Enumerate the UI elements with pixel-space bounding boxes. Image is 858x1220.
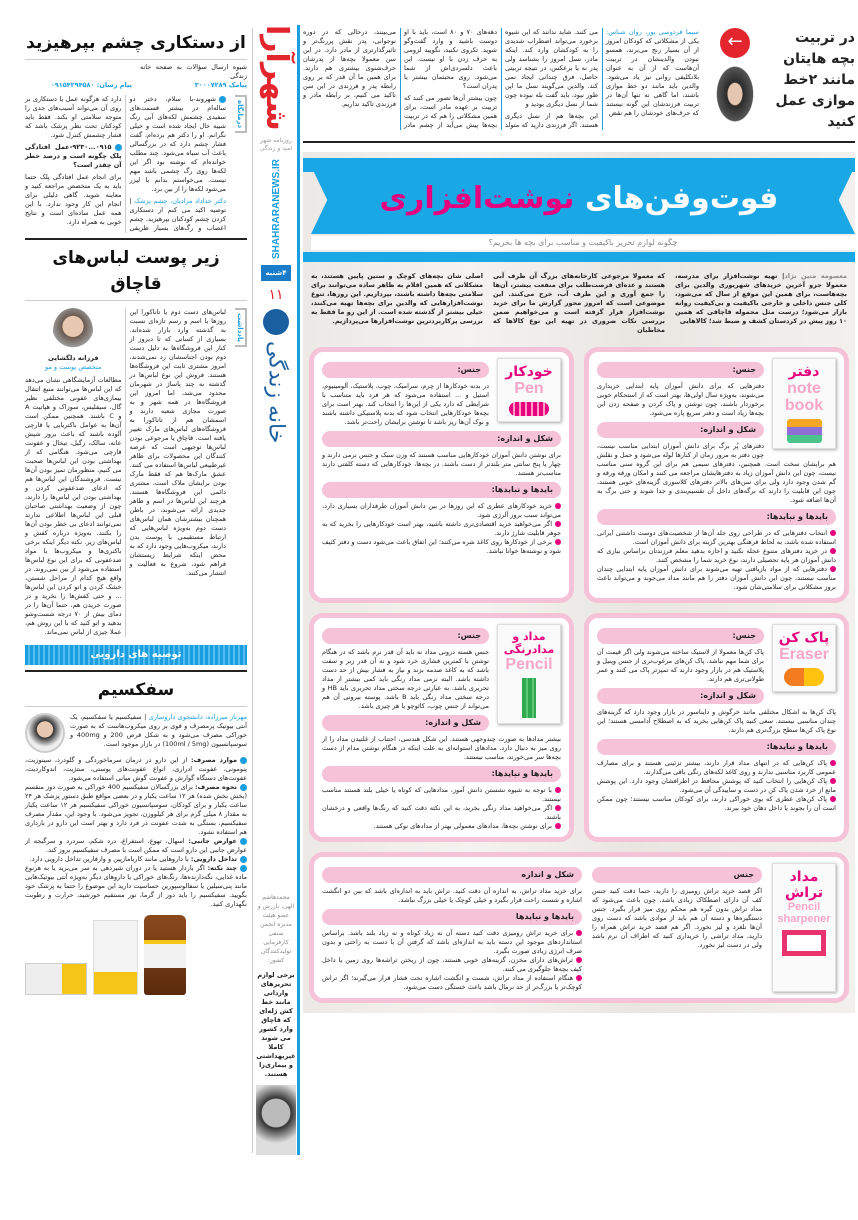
notebook-shape: دفترهای پُر برگ برای دانش آموزان ابتدایی مناسب نیست، چون دفتر به مرور زمان از کنارها لوله می‌شود و حمل و نقلش هم برایشان سخت است. همچنین، دفترهای سیمی هم برای این گروه سنی مناسب نیست، چون این دانش آموزان زیاد به دفترهایشان مراجعه می کنند و امکان ورقه ورقه و گم شدن وجود دارد ولی برای سن‌های بالاتر دفترهای کلاسوری گزینه‌های خوبی هستند، چون این قابلیت را دارند که برگه‌های داخل آن تقسیم‌بندی و جدا شوند و حتی برگ به آن‌ها اضافه شود.	[597, 442, 836, 504]
medicine-blister-image	[25, 963, 87, 995]
section-label: جنس:	[322, 628, 489, 644]
clothes-author-role: متخصص پوست و مو	[45, 363, 102, 371]
pen-box	[309, 347, 574, 603]
sms-number: پیامک ۳۰۰۰۷۲۸۹	[194, 81, 247, 89]
interview	[303, 28, 855, 136]
pen-label-card: خودکار Pen	[497, 358, 561, 422]
eraser-box	[584, 613, 849, 842]
pencil-label-card: مداد و مدادرنگی Pencil	[497, 624, 561, 724]
section-label: شکل و اندازه:	[322, 431, 561, 447]
drug-item: عوارض جانبی: اسهال، تهوع، استفراغ، درد شکم، سردرد و سرگیجه از عوارض جانبی این دارو است که ممکن است با مصرف سفیکسیم بروز کند.	[25, 837, 247, 854]
quote-author: محمدهاشم الهی، بازرس و عضو هیئت مدیره انجمن صنفی کارفرمایی تولیدکنندگان کشور:	[257, 894, 295, 964]
section-label: بایدها و نبایدها:	[597, 509, 836, 525]
eraser-label-card: پاک کن Eraser	[772, 624, 836, 692]
quote-text: برخی لوازم تحریرهای وارداتی مانند خط کش ژله‌ای که قاچاق وارد کشور می شوند کاملا غیربهداشتی و بیماری‌زا هستند.	[256, 971, 296, 1078]
sharpener-dos: برای خرید تراش رومیزی دقت کنید دسته آن نه زیاد کوتاه و نه زیاد بلند باشد. براساس استانداردهای موجود این دسته باید به اندازه‌ای باشد که گرفتن آن با دست به راحتی و بدون صرف انرژی زیادی صورت بگیرد. تراش‌های دارای مخزن، گزینه‌های خوبی هستند، چون از ریختن تراشه‌ها روی زمین یا داخل کیف بچه‌ها جلوگیری می کنند. هنگام استفاده از مداد تراش، شست و انگشت اشاره تحت فشار قرار می‌گیرند؛ اگر تراش کوچک‌تر یا بزرگ‌تر از حد نرمال باشد باعث خستگی دست می‌شود.	[322, 929, 582, 991]
interview-col-4: چون بیشتر آن‌ها تصور می کنند که تربیت بر عهده مادر است، برای همین مشکلاتی را هم که در تربیت بچه‌ها پیش می‌آید از چشم مادر می‌بینند، درحالی که در دوره نوجوانی، پدر نقش پررنگ‌تر و تاثیرگذارتری از مادر دارد. در این سن معمولا بچه‌ها از پدرشان حرف‌شنوی بیشتری هم دارند. برای همین ما آن قدر که بر روی رابطه پدر و فرزندی در این سن تاکید می کنیم، بر رابطه مادر و فرزندی تاکید نداریم.	[303, 28, 497, 129]
feature-subtitle: چگونه لوازم تحریر باکیفیت و مناسب برای بچه ها بخریم؟	[311, 236, 855, 250]
books-icon	[787, 419, 822, 443]
drug-intro: مهرناز میرزاده، دانشجوی داروسازی | سفیکسیم یا سفکسیم، یک آنتی بیوتیک پرمصرف و قوی بر روی میکروب‌هاست که به صورت خوراکی مصرف می‌شود و به شکل قرص 200 و 400mg و سوسپانسیون (100ml / 5mg) در بازار موجود است.	[70, 713, 247, 748]
logo-subtitle: روزنامه شهر امید و زندگی	[259, 136, 293, 152]
notebook-dos: انتخاب دفترهایی که در طراحی روی جلد آن‌ها از شخصیت‌های دوست داشتنی ایرانی استفاده شده باشد، به لحاظ فرهنگی بهترین گزینه برای دانش آموزان است. در خرید دفترهای متنوع عجله نکنید و اجازه بدهید معلم فرزندتان براساس نیازی که دانش آموزان هر پایه تحصیلی دارند، نوع خرید شما را مشخص کنند. دفترهایی که از مواد بازیافتی تهیه می‌شوند برای دانش آموزان پایه ابتدایی چندان مناسب نیستند، چون این دانش آموزان دفتر را هم مانند مداد می‌جوند و می‌تواند باعث بروز مشکلاتی برای سلامتی‌شان شود.	[597, 529, 836, 591]
sharpener-material: اگر قصد خرید تراش رومیزی را دارید، حتما دقت کنید جنس کف آن دارای اصطکاک زیادی باشد، چون باعث می‌شود که مداد تراش بدون گیره هم محکم روی میز قرار بگیرد. جنس دستگیره‌ها و دسته آن هم باید از موادی باشد که دست روی آن‌ها نلغزد و لیز نخورد. اگر هم قصد خرید تراش همراه را دارید، مداد تراشی را خریداری کنید که اطراف آن نرم باشد ولی در دست لیز نخورد.	[592, 887, 762, 949]
intro-col-2: که معمولا مرجوعی کارخانه‌های بزرگ آن طرف آبی هستند و عده‌ای فرصت‌طلب برای منفعت بیشتر، آن‌ها را جمع آوری و این طرف آب، خرج می‌کنند. این موضوعی است که امروز محور گزارش ما برای خرید نوشت‌افزار قرار گرفته است و می‌خواهیم ضمن بررسی نکات ضروری در تهیه این نوع کالاها که مخاطبان	[493, 272, 665, 334]
section-label: جنس:	[597, 628, 764, 644]
clothes-author: فرزانه دلگشایی	[47, 354, 99, 362]
pen-shape: برای نوشتن دانش آموزان خودکارهایی مناسب هستند که وزن سبک و جنس نرمی دارند و چهار یا پنج سانتی متر بلندتر از دست باشند. در بچه‌ها، خودکارهایی که دسته کلفتی دارند مناسب‌تر هستند.	[322, 451, 561, 477]
pencil-material: جنس هسته درونی مداد نه باید آن قدر نرم باشد که در هنگام نوشتن با کمترین فشاری خرد شود و نه آن قدر زبر و سفت باشد که به کاغذ صدمه بزند و نیاز به فشار بیش از حد دست داشته باشد. البته نرمی مداد رنگی باید کمی بیشتر از مداد تحریری باشد. به عبارتی درجه سختی مداد تحریری باید HB و درجه سختی مداد رنگی باید B باشد. پوسته بیرونی آن هم می‌تواند از جنس چوب، کائوچو یا هر چیزی باشد.	[322, 648, 489, 710]
clinic-tag: درمانگاه	[235, 95, 247, 133]
drug-banner: توصیه های دارویی	[25, 645, 247, 665]
drug-item: چند نکته: اگر باردار هستید یا در دوران شیردهی به سر می‌برید یا به هرنوع ماده غذایی، نگه‌دارنده‌ها، رنگ‌های خوراکی یا داروهای دیگر به‌ویژه آنتی بیوتیک‌هایی مانند پنی‌سیلین یا سفالوسپورین حساسیت دارید این موضوع را حتما به پزشک خود بگویید. سفیکسیم را باید دور از گرما، نور مستقیم خورشید، حرارت و رطوبت نگهداری کنید.	[25, 864, 247, 908]
author-block	[25, 308, 122, 372]
sharpener-shape: برای خرید مداد تراش، به اندازه آن دقت کنید. تراش باید به اندازه‌ای باشد که بین دو انگشت اشاره و شست راحت قرار بگیرد و خیلی کوچک یا خیلی بزرگ نباشد.	[322, 887, 582, 904]
interview-col-1: سیما فردوسی پور، روان شناس: یکی از مشکلاتی که کودکان امروز از آن بسیار رنج می‌برند، همسو نبودن والدینشان در تربیت آن‌هاست که از آن به عنوان بلاتکلیفی روانی نیز یاد می‌شود. والدین باید مانند دو خط موازی باشند، اما گاهی نه تنها آن‌ها در تربیت فرزندشان این گونه نیستند که حرف‌های خودشان را هم نقض	[606, 28, 699, 117]
drug-items	[25, 756, 247, 909]
section-label: شکل و اندازه:	[322, 715, 489, 731]
interviewee-photo	[707, 66, 763, 136]
sharpener-icon	[782, 930, 826, 956]
drug-author-photo	[25, 713, 65, 753]
pencil-box	[309, 613, 574, 842]
left-column	[25, 30, 247, 995]
drug-title: سفکسیم	[97, 680, 175, 700]
feature-ribbon	[303, 152, 855, 264]
eraser-shape: پاک کن‌ها به اشکال مختلفی مانند خرگوش و دایناسور در بازار وجود دارد که گزینه‌های چندان مناسبی نیستند. سعی کنید پاک کن‌هایی بخرید که به اصطلاح آدامسی هستند؛ این نوع پاک کن‌ها سطح بزرگ‌تری هم دارند.	[597, 708, 836, 734]
drug-item: تداخل دارویی: با داروهایی مانند کاربامازپین و وارفارین تداخل دارویی دارد.	[25, 855, 247, 864]
notebook-label-card: دفتر note book	[772, 358, 836, 449]
clothes-article-title: زیر پوست لباس‌های قاچاق	[52, 248, 220, 294]
intro-col-1: معصومه متین نژاد| تهیه نوشت‌افزار برای مدرسه، معمولا جزو آخرین خریدهای شهریوری والدین برای بچه‌هاست، برای همین این موقع از سال که می‌شود، کلی جنس داخلی و خارجی باکیفیت و بی‌کیفیت روانه بازار می‌شود؛ درست مثل محموله قاچاقی که همین ۱۰ روز پیش در کردستان کشف و ضبط شد؛ کالاهایی	[675, 272, 847, 325]
author-photo	[53, 308, 93, 354]
intro-col-3: اصلی شان بچه‌های کوچک و سنین پایین هستند، به مشکلاتی که همین اقلام به ظاهر ساده می‌توانند برای سلامتی بچه‌ها داشته باشند، بپردازیم. این روزها، تنوع نوشت‌افزارهایی که والدین برای بچه‌ها تهیه می‌کنند، خیلی بیشتر از گذشته شده است. از این رو ما فقط به بررسی پرکاربردترین نوشت‌افزارها می‌پردازیم.	[311, 272, 483, 325]
section-label: شکل و اندازه:	[597, 422, 764, 438]
eraser-material: پاک کن‌ها معمولا از لاستیک ساخته می‌شوند ولی اگر قیمت آن برای شما مهم نباشد، پاک کن‌های مرغوب‌تری از جنس وینیل و پلاستیک هم در بازار وجود دارند که تمیزتر پاک می کنند و عمر طولانی‌تری هم دارند.	[597, 648, 764, 683]
notebook-material: دفترهایی که برای دانش آموزان پایه ابتدایی خریداری می‌شوند، به‌ویژه سال اولی‌ها، بهتر است که از استحکام خوبی برخوردار باشند، چون نوشتن و پاک کردن و صفحه زدن این بچه‌ها زیاد است و دفتر سریع پاره می‌شود.	[597, 382, 764, 417]
masthead-strip	[255, 25, 297, 1155]
section-label: بایدها و نبایدها:	[597, 739, 836, 755]
pen-material: در بدنه خودکارها از چرم، سرامیک، چوب، پلاستیک، آلومینیوم، استیل و ... استفاده می‌شود که هر فرد باید متناسب با شرایطی که دارد یکی از این‌ها را انتخاب کند. بهتر است برای بچه‌ها خودکارهایی انتخاب شود که بدنه پلاستیکی داشته باشند و نوک آن‌ها ریز باشد تا نوشتن برایشان راحت‌تر باشد.	[322, 382, 489, 426]
interview-col-2: می کنند. شاید ندانند که این شیوه برخورد می‌تواند اضطراب شدیدی را به کودکشان وارد کند. اینکه مادر، نسل امروز را بشناسد ولی پدر نه یا برعکس، در نتیجه تربیتی حاصل، فرق چندانی ایجاد نمی کند. والدین می‌گویند نسل ما این طور نبود، باید گفت بله نبوده چون شما از نسل دیگری بودید و	[505, 28, 598, 108]
pen-icon	[509, 402, 549, 416]
section-label: جنس:	[322, 362, 489, 378]
clothes-col-2: مطالعات آزمایشگاهی نشان می‌دهد که این لباس‌ها می‌توانند منبع انتقال بیماری‌های عفونی مختلفی نظیر گال، سیفلیس، سوزاک و هپاتیت A و C باشند. همچنین ممکن است آن‌ها به عوامل باکتریایی یا قارچی آلوده باشند که باعث بروز شپش عانه، سالک، زگیل، تبخال و عفونت قارچی می‌شود. هنگامی که از بهداشتی بودن این لباس‌ها صحبت می کنیم، منظورمان تمیز بودن آن‌ها نیست. فروشندگان این لباس‌ها هم که ادعای ضدعفونی کردن و بهداشتی بودن این لباس‌ها را دارند، چون از وضعیت بهداشتی صاحبان قبلی این لباس‌ها اطلاعی ندارند نمی‌توانند ادعای بی خطر بودن آن‌ها را بکنند، به‌ویژه درباره کفش و لباس‌های زیر. نکته دیگر اینکه برخی باکتری‌ها و میکروب‌ها با مواد ضدعفونی که برای این نوع لباس‌ها استفاده می‌شود از بین نمی‌روند. در واقع هیچ کدام از مراحل شستن، خشک کردن و اتو کردن این لباس‌ها ... و حتی کفش‌ها را نخرید و در صورت خریدن هم، حتما آن‌ها را در دمای بیش از ۷۰ درجه شست‌وشو بدهید و اتو کنید که با این روش هم، عملا چیزی از لباس نمی‌ماند.	[25, 376, 122, 636]
drug-item: موارد مصرف: از این دارو در درمان سرماخوردگی و گلودرد، سینوزیت، پنومونی، عفونت ادراری، انواع عفونت‌های پوستی، منتژیت، اندوکاردیت، عفونت‌های دستگاه گوارش و عفونت گوش میانی استفاده می‌شود.	[25, 756, 247, 782]
answer-1: دکتر خداداد مرادیان، چشم پزشک | توصیه اکید می کنم از دستکاری کردن چشم کودکتان بپرهیزید. چشم اعصاب و رگ‌های بسیار ظریفی دارد که هرگونه عمل یا دستکاری بر روی آن می‌تواند آسیب‌های جدی را متوجه سلامتی او بکند. فقط باید کودکتان تحت نظر پزشک باشد که فشار چشمش کنترل شود.	[25, 95, 226, 232]
section-name: خانه زندگی	[263, 340, 289, 444]
section-label: جنس:	[597, 362, 764, 378]
logo: شهرآرا	[259, 25, 294, 131]
notebook-box	[584, 347, 849, 603]
pen-dos: خرید خودکارهای عطری که این روزها در بین دانش آموزان طرفداران بسیاری دارد، می‌تواند سبب بروز آلرژی شود. اگر می‌خواهید خرید اقتصادی‌تری داشته باشید، بهتر است خودکارهایی را بخرید که به جوهر قابلیت شارژ دارند. برخی از خودکارها روی کاغذ شره می‌کنند؛ این اتفاق باعث می‌شود دست و دفتر کثیف شود و نوشته‌ها خوانا نباشد.	[322, 502, 561, 555]
feature-title: فوت‌وفن‌های نوشت‌افزاری	[379, 181, 779, 216]
section-label: شکل و اندازه:	[597, 688, 764, 704]
main-area	[303, 28, 855, 1013]
feature	[303, 152, 855, 1013]
pencil-shape: بیشتر مدادها به صورت چندوجهی هستند. این شکل هندسی، اجتناب از غلتیدن مداد را از روی میز به دنبال دارد. مدادهای استوانه‌ای به علت اینکه در هنگام نوشتن مدام از دست بچه‌ها سر می‌خورند، مناسب نیستند.	[322, 735, 561, 761]
day-badge: ۴شنبه	[261, 265, 291, 281]
drug-item: نحوه مصرف: برای بزرگسالان سفیکسیم 400 خوراکی به صورت دوز منقسم (بخش بخش شده) هر ۱۲ ساعت یکبار و در بعضی مواقع طبق دستور پزشک هر ۲۴ ساعت یکبار و برای کودکان، سوسپانسیون خوراکی سفیکسیم هر ۱۲ ساعت یکبار به مقدار ۸ میلی گرم برای هر کیلووزن، تجویز می‌شود. با وجود این، مقدار مصرف سفیکسیم، بستگی به شدت عفونت در فرد دارد و بهتر است این دارو در بارداری هم استفاده نشود.	[25, 783, 247, 836]
quote-author-photo	[256, 1085, 296, 1155]
question-2: ۰۹۱۵...۹۲۳۰-عمل افتادگی پلک چگونه است و درصد خطر آن چقدر است؟	[25, 143, 122, 169]
section-label: بایدها و نبایدها:	[322, 766, 561, 782]
section-icon	[263, 309, 289, 335]
eraser-dos: پاک کن‌هایی که در انتهای مداد قرار دارند، بیشتر تزئینی هستند و برای مصارف عمومی کاربرد مناسبی ندارند و روی کاغذ لکه‌های رنگی باقی می‌گذارند. پاک کن‌هایی را انتخاب کنید که پوشش محافظ در اطرافشان وجود دارد. این پوشش مانع از خرد شدن پاک کن در دست و ساییدگی آن می‌شود. پاک کن‌های عطری که بوی خوراکی دارند، برای کودکان مناسب نیستند؛ چون ممکن است آن را بجوند یا داخل دهان خود ببرند.	[597, 759, 836, 812]
website: SHAHRARANEWS.IR	[270, 158, 282, 259]
interview-title: در تربیت بچه هایتان مانند ۲خط موازی عمل کنید	[775, 30, 855, 130]
note-tag: یادداشت	[235, 308, 247, 347]
sharpener-box	[309, 852, 849, 1003]
arrow-left-icon: ←	[720, 28, 750, 58]
answer-2: برای انجام عمل افتادگی پلک حتما باید به یک متخصص مراجعه کنید و معاینه شوید. گاهی دلیلی برای انجام این کار وجود ندارد. با این همه عمل ساده‌ای است و نتایج خوبی به همراه دارد.	[25, 173, 122, 226]
interview-col-3: این بچه‌ها هم از نسل دیگری هستند. اگر فرزندی دارید که متولد دهه‌های ۷۰ و ۸۰ است، باید با او دوست باشید و وارد گفت‌وگو شوید. تکروی نکنید، نگویید لزومی به حرف زدن با او نیست. این باعث دلسردی‌اش از شما می‌شود. روی محبتمان بیشتر یا پدران است؟	[404, 28, 598, 129]
medicine-box-image	[93, 920, 138, 995]
messenger-number: پیام رسان: ۰۹۱۵۴۲۹۴۵۸۰	[50, 81, 132, 89]
eraser-icon	[784, 668, 824, 686]
medicine-bottle-image	[144, 915, 186, 995]
pencil-icon	[522, 678, 536, 718]
section-label: بایدها و نبایدها:	[322, 482, 561, 498]
section-label: جنس	[592, 867, 762, 883]
question-1: شهروند-با سلام، دختر دو ساله‌ام در بیشتر قسمت‌های سفیدی چشمش لکه‌های آبی رنگ شبیه خال ایجاد شده است و خیلی نگرانم. او را دکتر هم برده‌ام، گفت فشار چشم دارد که در بزرگسالی باعث آب سیاه می‌شود. چند مطلب خوانده‌ام که نوشته بود اگر این لکه‌ها روی رگ چشمی باشد مهم نیست. می‌خواستم بدانم با لیزر می‌شود لکه‌ها را از بین برد.	[129, 95, 226, 193]
eye-article-title: از دستکاری چشم بپرهیزید	[26, 33, 246, 53]
page-number: ۱۱	[268, 286, 284, 303]
send-note: شیوه ارسال سؤالات به صفحه خانه زندگی	[140, 63, 247, 80]
sharpener-label-card: مداد تراش Pencil sharpener	[772, 863, 836, 992]
section-label: شکل و اندازه	[322, 867, 582, 883]
section-label: بایدها و نبایدها	[322, 909, 582, 925]
pencil-dos: با توجه به شیوه نشستن دانش آموز، مدادهایی که کوتاه یا خیلی بلند هستند مناسب نیستند. اگر می‌خواهید مداد رنگی بخرید، به این نکته دقت کنید که رنگ‌ها واقعی و درخشان باشند. برای نوشتن بچه‌ها، مدادهای معمولی بهتر از مدادهای نوکی هستند.	[322, 786, 561, 830]
clothes-col-1: لباس‌های دست دوم یا تاناکورا این روزها با اسم و رسم تازه‌ای نسبت به گذشته وارد بازار شده‌اند. بسیاری از کسانی که تا دیروز از کنار این فروشگاه‌ها به دلیل دست دوم بودن اجناسشان رد نمی‌شدند، امروز مشتری ثابت این فروشگاه‌ها هستند. فروش این نوع لباس‌ها در گذشته به چند پاساژ در شهرمان محدود می‌شد، اما امروز این فروشگاه‌ها در همه شهر و به صورت مجازی شعبه دارند و اسمشان هم از تاناکورا به فروشگاه‌های لباس‌های مارک تغییر یافته است. قاچاق یا مرجوعی بودن لباس‌ها توجیهی است که عرضه کنندگان این محصولات برای ظاهر غیرطبیعی لباس‌ها استفاده می کنند. عشق مارک‌ها هم که فقط مارک بودن برایشان ملاک است، مشتری دائمی این فروشگاه‌ها هستند. هرچند این لباس‌ها در اسم و ظاهر جدیدی ارائه می‌شوند، در باطن همچنان بیشترشان همان لباس‌های دست دوم به‌ویژه لباس‌هایی که ارتباط مستقیمی با پوست بدن دارند، میکروب‌هایی وجود دارد که به محض اینکه شرایط زیستشان فراهم شود، شروع به فعالیت و انتشار می‌کنند.	[129, 308, 226, 577]
